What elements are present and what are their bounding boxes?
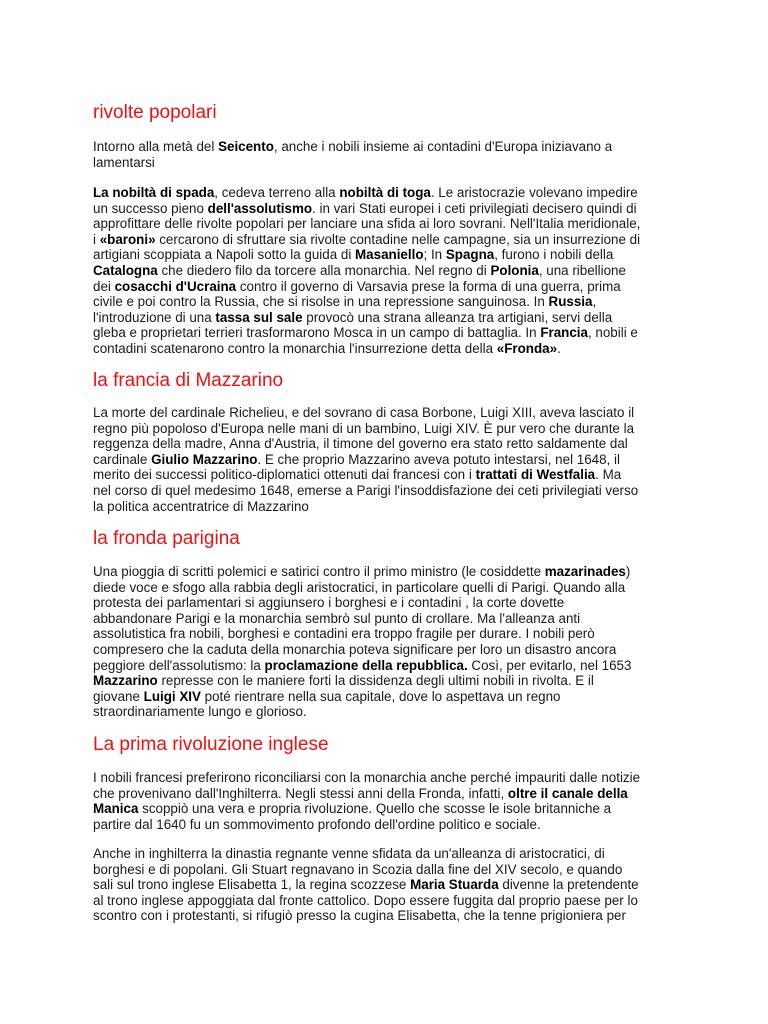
bold-text: Spagna [445, 247, 495, 263]
text-run: approfittare delle rivolte popolari per lanciare una sfida ai loro sovrani. Nell'Italia meridionale, [93, 216, 641, 232]
text-run: nel corso di quel medesimo 1648, emerse a Parigi l'insoddisfazione dei ceti privilegiati verso [93, 482, 639, 498]
text-run: La morte del cardinale Richelieu, e del sovrano di casa Borbone, Luigi XIII, aveva lasciato il [93, 405, 635, 420]
text-run: un successo pieno [93, 200, 208, 216]
text-run: divenne la pretendente [498, 877, 639, 893]
bold-text: mazarinades [544, 564, 626, 579]
text-run: assolutistica fra nobili, borghesi e contadini era troppo fragile per durare. I nobili però [93, 626, 595, 642]
text-line [93, 642, 683, 658]
text-line [93, 786, 683, 802]
text-run: reggenza della madre, Anna d'Austria, il timone del governo era stato retto saldamente dal [93, 436, 628, 452]
text-line [93, 770, 683, 786]
bold-text: Manica [93, 801, 139, 817]
text-line [93, 263, 683, 279]
text-line [93, 483, 683, 499]
text-run: provocò una strana alleanza tra artigiani, servi della [302, 309, 613, 325]
text-run: , nobili e [587, 325, 638, 341]
text-run: che provenivano dall'Inghilterra. Negli stessi anni della Fronda, infatti, [93, 785, 508, 801]
bold-text: Seicento [218, 139, 274, 154]
heading-fronda-parigina: la fronda parigina [93, 528, 240, 549]
paragraph [93, 185, 683, 357]
text-run: cercarono di sfruttare sia rivolte contadine nelle campagne, sia un insurrezione di [155, 231, 641, 247]
bold-text: Catalogna [93, 262, 158, 278]
text-line [93, 862, 683, 878]
paragraph [93, 770, 683, 832]
text-run: contadini scatenarono contro la monarchia l'insurrezione detta della [93, 340, 497, 356]
text-run: borghesi e di popolani. Gli Stuart regnavano in Scozia dalla fine del XIV secolo, e quando [93, 861, 623, 877]
heading-prima-rivoluzione-inglese: La prima rivoluzione inglese [93, 734, 329, 755]
text-run: giovane [93, 688, 144, 704]
text-line [93, 689, 683, 705]
text-line [93, 611, 683, 627]
text-line [93, 279, 683, 295]
text-run: al trono inglese appoggiata dal fronte cattolico. Dopo essere fuggita dal proprio paese per lo [93, 892, 638, 908]
text-run: , [592, 294, 597, 310]
text-run: gleba e proprietari terrieri trasformarono Mosca in un campo di battaglia. In [93, 325, 541, 341]
bold-text: Polonia [490, 262, 539, 278]
text-run: cardinale [93, 451, 152, 467]
text-run: l'introduzione di una [93, 309, 216, 325]
text-run: . Le aristocrazie volevano impedire [430, 185, 638, 200]
text-run: . [557, 340, 561, 356]
text-line [93, 580, 683, 596]
text-line [93, 325, 683, 341]
text-line [93, 247, 683, 263]
text-line [93, 817, 683, 833]
heading-francia-di-mazzarino: la francia di Mazzarino [93, 370, 284, 391]
text-run: , anche i nobili insieme ai contadini d'Europa iniziavano a [273, 139, 613, 154]
text-line [93, 452, 683, 468]
text-run: diede voce e sfogo alla rabbia degli aristocratici, in particolare quelli di Parigi. Quando alla [93, 579, 626, 595]
bold-text: dell'assolutismo [207, 200, 313, 216]
bold-text: cosacchi d'Ucraina [114, 278, 237, 294]
text-line [93, 801, 683, 817]
text-line [93, 704, 683, 720]
bold-text: nobiltà di toga [339, 185, 431, 200]
text-line [93, 294, 683, 310]
text-run: Anche in inghilterra la dinastia regnante venne sfidata da un'alleanza di aristocratici, di [93, 846, 605, 861]
paragraph [93, 405, 683, 514]
text-line [93, 626, 683, 642]
text-line [93, 499, 683, 515]
text-run: dei [93, 278, 115, 294]
text-run: protesta dei parlamentari si aggiunsero i borghesi e i contadini , la corte dovette [93, 595, 565, 611]
bold-text: Russia [548, 294, 593, 310]
text-run: straordinariamente lungo e glorioso. [93, 704, 307, 720]
text-line [93, 232, 683, 248]
text-line [93, 341, 683, 357]
text-run: . in vari Stati europei i ceti privilegiati decisero quindi di [312, 200, 637, 216]
text-run: , furono i nobili della [494, 247, 614, 263]
text-run: civile e poi contro la Russia, che si risolse in una repressione sanguinosa. In [93, 294, 549, 310]
text-line [93, 908, 683, 924]
text-run: , cedeva terreno alla [214, 185, 340, 200]
paragraph [93, 139, 683, 170]
text-line [93, 405, 683, 421]
text-run: i [93, 231, 100, 247]
bold-text: «baroni» [99, 231, 156, 247]
bold-text: Maria Stuarda [410, 877, 499, 893]
text-run: partire dal 1640 fu un sommovimento profondo dell'ordine politico e sociale. [93, 816, 541, 832]
text-run: lamentarsi [93, 154, 155, 170]
text-line [93, 877, 683, 893]
bold-text: Masaniello [355, 247, 424, 263]
text-line [93, 310, 683, 326]
text-run: regno più popoloso d'Europa nelle mani di un bambino, Luigi XIV. È pur vero che durante la [93, 420, 635, 436]
text-run: Così, per evitarlo, nel 1653 [467, 657, 632, 673]
text-run: la politica accentratrice di Mazzarino [93, 498, 309, 514]
text-line [93, 658, 683, 674]
bold-text: tassa sul sale [215, 309, 303, 325]
text-run: poté rientrare nella sua capitale, dove lo aspettava un regno [200, 688, 561, 704]
text-run: Una pioggia di scritti polemici e satirici contro il primo ministro (le cosiddette [93, 564, 545, 579]
text-run: ; In [423, 247, 446, 263]
text-line [93, 139, 683, 155]
text-run: , una ribellione [538, 262, 626, 278]
text-run: sali sul trono inglese Elisabetta 1, la regina scozzese [93, 877, 411, 893]
bold-text: La nobiltà di spada [93, 185, 215, 200]
text-run: abbandonare Parigi e la monarchia sembrò sul punto di crollare. Ma l'alleanza anti [93, 610, 581, 626]
text-line [93, 216, 683, 232]
text-run: . Ma [595, 467, 622, 483]
bold-text: trattati di Westfalia [475, 467, 596, 483]
text-run: I nobili francesi preferirono riconciliarsi con la monarchia anche perché impauriti dalle notizie [93, 770, 641, 785]
bold-text: proclamazione della repubblica. [264, 657, 468, 673]
text-run: artigiani scoppiata a Napoli sotto la guida di [93, 247, 356, 263]
text-line [93, 846, 683, 862]
bold-text: oltre il canale della [507, 785, 628, 801]
text-run: merito dei successi politico-diplomatici ottenuti dai francesi con i [93, 467, 476, 483]
text-run: . E che proprio Mazzarino aveva potuto intestarsi, nel 1648, il [257, 451, 620, 467]
text-line [93, 673, 683, 689]
heading-rivolte-popolari: rivolte popolari [93, 102, 217, 123]
bold-text: Francia [540, 325, 588, 341]
text-run: compresero che la caduta della monarchia poteva significare per loro un disastro ancora [93, 641, 617, 657]
text-run: peggiore dell'assolutismo: la [93, 657, 265, 673]
text-run: scoppiò una vera e propria rivoluzione. Quello che scosse le isole britanniche a [138, 801, 612, 817]
text-run: Intorno alla metà del [93, 139, 219, 154]
text-line [93, 595, 683, 611]
text-line [93, 564, 683, 580]
text-run: scontro con i protestanti, si rifugiò presso la cugina Elisabetta, che la tenne prigioniera per [93, 908, 626, 924]
bold-text: «Fronda» [496, 340, 558, 356]
paragraph [93, 846, 683, 924]
text-run: represse con le maniere forti la dissidenza degli ultimi nobili in rivolta. E il [157, 673, 594, 689]
text-run: che diedero filo da torcere alla monarchia. Nel regno di [157, 262, 491, 278]
text-run: ) [625, 564, 631, 579]
paragraph [93, 564, 683, 720]
text-line [93, 421, 683, 437]
bold-text: Giulio Mazzarino [151, 451, 258, 467]
bold-text: Luigi XIV [143, 688, 201, 704]
text-line [93, 893, 683, 909]
text-line [93, 185, 683, 201]
text-line [93, 467, 683, 483]
text-line [93, 155, 683, 171]
text-run: contro il governo di Varsavia prese la forma di una guerra, prima [236, 278, 621, 294]
text-line [93, 436, 683, 452]
bold-text: Mazzarino [93, 673, 158, 689]
text-line [93, 201, 683, 217]
